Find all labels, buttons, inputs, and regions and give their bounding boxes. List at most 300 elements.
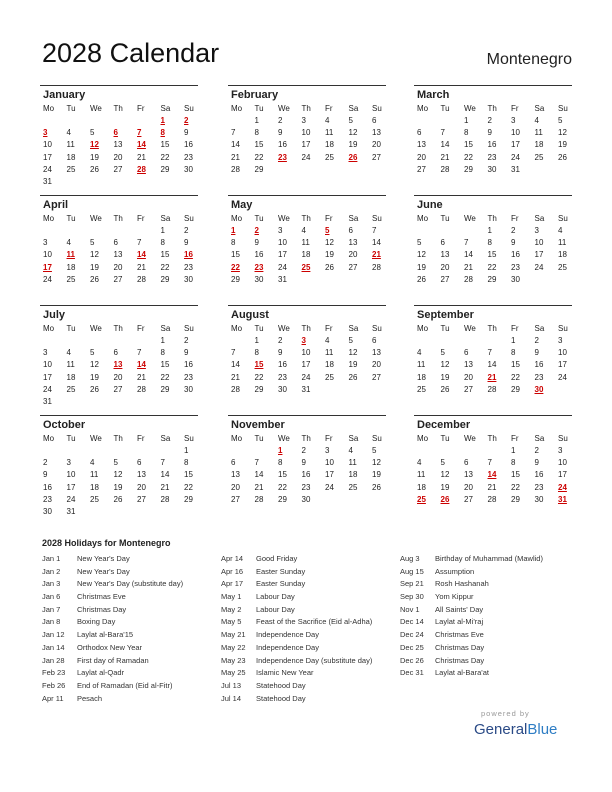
day-cell: 22 — [160, 262, 170, 272]
day-cell: 10 — [325, 458, 334, 468]
day-cell: 1 — [160, 226, 165, 235]
day-cell: 12 — [440, 470, 450, 480]
day-cell: 2 — [278, 116, 283, 125]
day-cell: 23 — [511, 262, 520, 272]
month-june — [414, 195, 572, 286]
month-april — [40, 195, 198, 286]
day-cell: 13 — [372, 348, 381, 358]
day-cell: 7 — [440, 128, 445, 138]
holiday-name: Easter Sunday — [256, 579, 306, 589]
day-cell: 15 — [511, 360, 520, 370]
holiday-day-cell: 16 — [184, 250, 193, 260]
weekday-header: Su — [184, 324, 194, 333]
day-cell: 30 — [511, 274, 520, 284]
day-cell: 10 — [43, 360, 52, 370]
holiday-row — [400, 578, 580, 591]
day-cell: 9 — [254, 238, 259, 248]
holiday-date: May 5 — [221, 617, 242, 627]
weekday-header: We — [278, 434, 290, 443]
holiday-date: Nov 1 — [400, 604, 420, 614]
day-cell: 17 — [66, 482, 76, 492]
day-cell: 25 — [325, 372, 334, 382]
day-cell: 1 — [464, 116, 469, 125]
holiday-row — [221, 616, 401, 629]
day-cell: 20 — [372, 360, 381, 370]
day-cell: 28 — [487, 494, 497, 504]
holiday-row — [221, 655, 401, 668]
day-cell: 25 — [348, 482, 358, 492]
brand-part-general: General — [474, 721, 528, 738]
day-cell: 7 — [372, 226, 377, 235]
holiday-name: Good Friday — [256, 554, 298, 563]
holiday-row — [42, 591, 222, 604]
empty-cell — [113, 225, 137, 237]
day-cell: 20 — [372, 140, 381, 150]
day-cell: 24 — [558, 372, 567, 382]
holiday-row — [42, 642, 222, 655]
day-cell: 12 — [417, 250, 426, 260]
day-cell: 18 — [417, 482, 426, 492]
day-cell: 18 — [325, 140, 334, 150]
day-cell: 22 — [278, 482, 287, 492]
holiday-date: Dec 25 — [400, 642, 424, 652]
holiday-row — [42, 578, 222, 591]
day-cell: 29 — [184, 494, 193, 504]
weekday-header: Su — [558, 214, 568, 223]
weekday-header: We — [90, 324, 102, 333]
month-october — [40, 415, 198, 518]
day-cell: 2 — [301, 446, 306, 455]
day-cell: 1 — [511, 336, 516, 345]
holiday-date: Apr 14 — [221, 554, 244, 563]
weekday-header: Tu — [440, 104, 450, 113]
weekday-header: Sa — [160, 104, 171, 113]
day-cell: 21 — [137, 262, 146, 272]
weekday-header: Mo — [417, 214, 429, 223]
holiday-name: Assumption — [435, 566, 475, 576]
weekday-header: Fr — [511, 434, 519, 443]
empty-cell — [89, 445, 113, 457]
day-cell: 11 — [348, 458, 357, 468]
holiday-row — [221, 604, 401, 617]
day-cell: 26 — [558, 152, 567, 162]
day-cell: 8 — [254, 128, 259, 138]
day-cell: 25 — [558, 262, 567, 272]
holiday-day-cell: 21 — [487, 372, 497, 382]
holiday-date: May 22 — [221, 642, 246, 652]
day-cell: 24 — [301, 372, 311, 382]
holiday-day-cell: 14 — [137, 360, 146, 370]
day-cell: 7 — [231, 128, 236, 138]
day-cell: 5 — [90, 128, 95, 138]
weekday-header: Mo — [231, 434, 243, 443]
day-cell: 24 — [43, 274, 52, 284]
day-cell: 5 — [558, 116, 563, 125]
day-cell: 15 — [254, 140, 264, 150]
holiday-day-cell: 21 — [372, 250, 381, 260]
day-cell: 23 — [184, 372, 193, 382]
day-cell: 6 — [440, 238, 445, 248]
month-december — [414, 415, 572, 506]
day-cell: 5 — [417, 238, 422, 248]
holiday-row — [221, 566, 401, 579]
holiday-row — [400, 642, 580, 655]
holiday-day-cell: 1 — [231, 226, 236, 235]
day-cell: 28 — [487, 384, 497, 394]
month-name: August — [231, 309, 269, 321]
weekday-header: Mo — [231, 324, 243, 333]
day-cell: 27 — [372, 152, 381, 162]
day-cell: 13 — [440, 250, 450, 260]
day-cell: 16 — [184, 140, 193, 150]
holiday-date: Jan 8 — [42, 617, 61, 627]
day-cell: 6 — [113, 348, 118, 358]
day-cell: 6 — [231, 458, 236, 468]
weekday-header: Mo — [43, 214, 55, 223]
weekday-header: Su — [558, 324, 568, 333]
brand-logo[interactable] — [474, 721, 557, 738]
empty-cell — [160, 445, 184, 457]
month-days-grid — [42, 212, 198, 286]
day-cell: 9 — [534, 458, 539, 468]
day-cell: 18 — [558, 250, 567, 260]
day-cell: 30 — [184, 164, 193, 174]
day-cell: 27 — [464, 494, 473, 504]
day-cell: 9 — [43, 470, 48, 480]
holiday-date: Jul 13 — [221, 680, 242, 690]
day-cell: 2 — [43, 458, 48, 468]
day-cell: 17 — [43, 152, 52, 162]
day-cell: 11 — [417, 360, 426, 370]
day-cell: 16 — [254, 250, 264, 260]
day-cell: 11 — [558, 238, 567, 248]
holiday-row — [42, 553, 222, 566]
weekday-header: Fr — [137, 324, 145, 333]
day-cell: 25 — [66, 274, 76, 284]
day-cell: 24 — [301, 152, 311, 162]
day-cell: 8 — [511, 458, 516, 468]
holiday-day-cell: 1 — [160, 116, 165, 125]
empty-cell — [440, 115, 464, 127]
weekday-header: Sa — [534, 324, 545, 333]
day-cell: 19 — [90, 152, 99, 162]
day-cell: 23 — [487, 152, 497, 162]
page-title: 2028 Calendar — [42, 38, 220, 68]
day-cell: 21 — [254, 482, 264, 492]
weekday-header: Sa — [348, 434, 359, 443]
day-cell: 11 — [534, 128, 543, 138]
weekday-header: Tu — [440, 324, 450, 333]
weekday-header: Fr — [325, 434, 333, 443]
empty-cell — [487, 445, 511, 457]
weekday-header: We — [90, 104, 102, 113]
day-cell: 4 — [66, 128, 71, 138]
holiday-day-cell: 24 — [558, 482, 567, 492]
day-cell: 7 — [137, 238, 142, 248]
day-cell: 4 — [417, 458, 422, 468]
day-cell: 6 — [464, 458, 469, 468]
weekday-header: Th — [301, 324, 311, 333]
day-cell: 18 — [66, 262, 76, 272]
day-cell: 9 — [301, 458, 306, 468]
day-cell: 22 — [254, 152, 264, 162]
weekday-header: Tu — [254, 214, 264, 223]
holiday-row — [42, 629, 222, 642]
day-cell: 26 — [325, 262, 334, 272]
weekday-header: Mo — [417, 324, 429, 333]
holiday-day-cell: 14 — [137, 250, 146, 260]
month-november — [228, 415, 386, 506]
day-cell: 24 — [534, 262, 544, 272]
day-cell: 12 — [348, 348, 358, 358]
day-cell: 27 — [348, 262, 358, 272]
day-cell: 17 — [278, 250, 287, 260]
day-cell: 5 — [440, 458, 445, 468]
day-cell: 4 — [66, 348, 71, 358]
day-cell: 5 — [113, 458, 118, 468]
weekday-header: Th — [487, 324, 497, 333]
holiday-date: Dec 24 — [400, 630, 424, 640]
holiday-name: Laylat al-Mi'raj — [435, 617, 484, 627]
day-cell: 8 — [511, 348, 516, 358]
day-cell: 4 — [348, 446, 353, 455]
empty-cell — [136, 115, 160, 127]
day-cell: 18 — [417, 372, 426, 382]
day-cell: 20 — [464, 482, 473, 492]
holiday-date: May 23 — [221, 655, 246, 665]
holiday-date: Jan 14 — [42, 642, 65, 652]
holiday-name: Laylat al-Bara'at — [435, 668, 489, 678]
day-cell: 26 — [90, 274, 99, 284]
day-cell: 19 — [558, 140, 567, 150]
holiday-date: Jan 1 — [42, 554, 61, 563]
holiday-name: Labour Day — [256, 592, 295, 602]
day-cell: 28 — [440, 164, 450, 174]
holiday-name: New Year's Day — [77, 554, 130, 563]
weekday-header: Fr — [325, 214, 333, 223]
weekday-header: Th — [301, 104, 311, 113]
holiday-date: May 21 — [221, 630, 246, 640]
weekday-header: Mo — [231, 104, 243, 113]
day-cell: 31 — [301, 384, 311, 394]
weekday-header: Sa — [160, 324, 171, 333]
empty-cell — [440, 225, 464, 237]
day-cell: 3 — [43, 238, 48, 248]
empty-cell — [89, 225, 113, 237]
day-cell: 6 — [417, 128, 422, 138]
day-cell: 9 — [184, 348, 189, 358]
holiday-row — [221, 667, 401, 680]
day-cell: 16 — [43, 482, 52, 492]
day-cell: 19 — [348, 360, 358, 370]
holiday-row — [42, 566, 222, 579]
day-cell: 26 — [113, 494, 123, 504]
day-cell: 29 — [464, 164, 473, 174]
day-cell: 31 — [43, 396, 52, 406]
day-cell: 3 — [534, 226, 539, 235]
weekday-header: Su — [558, 104, 568, 113]
weekday-header: Fr — [137, 104, 145, 113]
empty-cell — [487, 335, 511, 347]
holiday-date: Apr 11 — [42, 693, 64, 703]
month-name: December — [417, 419, 471, 431]
day-cell: 29 — [278, 494, 287, 504]
day-cell: 11 — [66, 140, 75, 150]
day-cell: 21 — [137, 152, 146, 162]
empty-cell — [463, 445, 487, 457]
day-cell: 2 — [184, 226, 189, 235]
day-cell: 15 — [487, 250, 497, 260]
day-cell: 20 — [113, 152, 123, 162]
day-cell: 21 — [160, 482, 170, 492]
day-cell: 13 — [464, 470, 473, 480]
day-cell: 5 — [440, 348, 445, 358]
holiday-day-cell: 15 — [254, 360, 264, 370]
day-cell: 8 — [160, 238, 165, 248]
weekday-header: Mo — [417, 104, 429, 113]
holiday-name: Christmas Eve — [435, 630, 484, 640]
day-cell: 7 — [254, 458, 259, 468]
holiday-name: End of Ramadan (Eid al-Fitr) — [77, 680, 173, 690]
day-cell: 30 — [278, 384, 287, 394]
empty-cell — [440, 445, 464, 457]
holiday-name: Rosh Hashanah — [435, 579, 489, 589]
day-cell: 1 — [160, 336, 165, 345]
day-cell: 17 — [301, 140, 311, 150]
holiday-row — [42, 680, 222, 693]
holiday-day-cell: 5 — [325, 226, 330, 235]
day-cell: 29 — [254, 384, 264, 394]
holiday-date: Feb 26 — [42, 680, 66, 690]
day-cell: 19 — [348, 140, 358, 150]
weekday-header: Sa — [160, 214, 171, 223]
holiday-day-cell: 3 — [43, 128, 48, 138]
weekday-header: Tu — [254, 104, 264, 113]
holiday-day-cell: 12 — [90, 140, 99, 150]
holiday-day-cell: 26 — [348, 152, 358, 162]
day-cell: 20 — [417, 152, 426, 162]
day-cell: 27 — [464, 384, 473, 394]
weekday-header: Su — [372, 214, 382, 223]
weekday-header: Tu — [66, 104, 76, 113]
day-cell: 29 — [160, 164, 170, 174]
holiday-day-cell: 8 — [160, 128, 165, 138]
day-cell: 22 — [464, 152, 473, 162]
day-cell: 27 — [417, 164, 426, 174]
empty-cell — [89, 115, 113, 127]
holiday-day-cell: 14 — [487, 470, 497, 480]
day-cell: 24 — [43, 384, 52, 394]
day-cell: 14 — [440, 140, 450, 150]
weekday-header: Sa — [348, 104, 359, 113]
holiday-date: Dec 14 — [400, 617, 424, 627]
empty-cell — [113, 445, 137, 457]
holiday-name: Christmas Day — [435, 655, 485, 665]
day-cell: 26 — [417, 274, 426, 284]
empty-cell — [416, 115, 440, 127]
day-cell: 9 — [278, 128, 283, 138]
day-cell: 22 — [511, 482, 520, 492]
weekday-header: Th — [301, 214, 311, 223]
day-cell: 24 — [325, 482, 334, 492]
day-cell: 22 — [184, 482, 193, 492]
day-cell: 13 — [372, 128, 381, 138]
day-cell: 18 — [66, 152, 76, 162]
holiday-row — [221, 680, 401, 693]
day-cell: 3 — [558, 336, 563, 345]
day-cell: 6 — [113, 238, 118, 248]
day-cell: 25 — [534, 152, 544, 162]
day-cell: 11 — [90, 470, 99, 480]
weekday-header: Th — [113, 324, 123, 333]
empty-cell — [66, 225, 90, 237]
day-cell: 9 — [511, 238, 516, 248]
month-may — [228, 195, 386, 286]
day-cell: 18 — [90, 482, 99, 492]
holiday-row — [400, 591, 580, 604]
day-cell: 27 — [113, 164, 123, 174]
weekday-header: Su — [372, 324, 382, 333]
holiday-column — [400, 553, 580, 680]
holiday-date: May 25 — [221, 668, 246, 678]
empty-cell — [440, 335, 464, 347]
day-cell: 10 — [301, 128, 311, 138]
day-cell: 30 — [487, 164, 497, 174]
day-cell: 7 — [487, 458, 492, 468]
holiday-row — [400, 629, 580, 642]
weekday-header: Tu — [440, 214, 450, 223]
holiday-day-cell: 13 — [113, 360, 123, 370]
day-cell: 13 — [464, 360, 473, 370]
day-cell: 8 — [278, 458, 283, 468]
day-cell: 28 — [464, 274, 473, 284]
day-cell: 17 — [558, 470, 567, 480]
day-cell: 14 — [231, 140, 240, 150]
day-cell: 10 — [511, 128, 520, 138]
month-days-grid — [416, 322, 572, 396]
day-cell: 23 — [534, 372, 544, 382]
day-cell: 18 — [301, 250, 311, 260]
weekday-header: Fr — [511, 214, 519, 223]
holiday-name: Laylat al-Bara'15 — [77, 630, 134, 640]
holiday-row — [221, 578, 401, 591]
day-cell: 2 — [184, 336, 189, 345]
month-days-grid — [416, 212, 572, 286]
weekday-header: We — [464, 324, 476, 333]
day-cell: 28 — [137, 384, 146, 394]
weekday-header: Mo — [231, 214, 243, 223]
month-name: July — [43, 309, 66, 321]
day-cell: 10 — [558, 348, 567, 358]
holiday-name: Christmas Day — [435, 642, 485, 652]
day-cell: 18 — [325, 360, 334, 370]
holiday-name: Statehood Day — [256, 693, 306, 703]
day-cell: 7 — [160, 458, 165, 468]
weekday-header: Fr — [511, 104, 519, 113]
weekday-header: We — [90, 434, 102, 443]
month-days-grid — [230, 322, 386, 396]
day-cell: 4 — [325, 336, 330, 345]
day-cell: 29 — [487, 274, 497, 284]
day-cell: 21 — [231, 152, 240, 162]
day-cell: 11 — [417, 470, 426, 480]
day-cell: 22 — [160, 152, 170, 162]
holiday-name: Laylat al-Qadr — [77, 668, 125, 678]
day-cell: 14 — [160, 470, 170, 480]
month-march — [414, 85, 572, 176]
day-cell: 13 — [417, 140, 426, 150]
holiday-name: Christmas Eve — [77, 592, 126, 602]
